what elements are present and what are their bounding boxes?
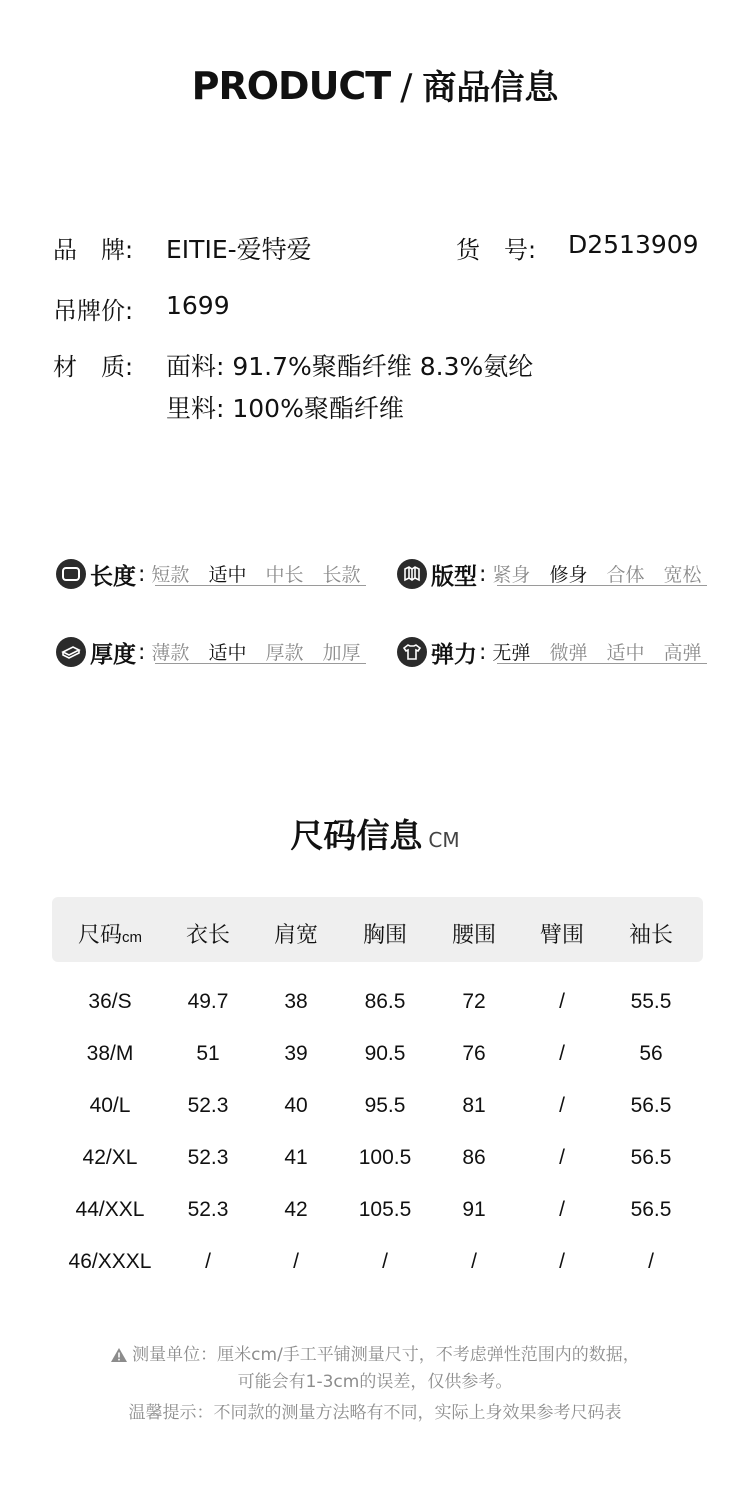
option: 适中	[606, 641, 645, 664]
length-icon	[56, 559, 86, 589]
attribute-label: 长度	[90, 563, 136, 590]
option: 宽松	[663, 563, 702, 586]
note-measurement: 测量单位：厘米cm/手工平铺测量尺寸，不考虑弹性范围内的数据，	[132, 1345, 640, 1365]
size-label-cell: 42/XL	[82, 1146, 138, 1169]
price-label: 吊牌价:	[53, 297, 134, 325]
size-value-cell: /	[648, 1250, 654, 1273]
attribute-elasticity: 弹力 : 无弹 微弹 适中 高弹	[397, 634, 701, 670]
size-value-cell: 52.3	[187, 1198, 229, 1221]
title-separator: /	[400, 67, 413, 108]
option: 中长	[265, 563, 304, 586]
option: 合体	[606, 563, 645, 586]
size-value-cell: 52.3	[187, 1146, 229, 1169]
page-header	[0, 60, 750, 109]
option-selected: 适中	[208, 563, 247, 586]
size-table-header-cell: 胸围	[362, 922, 408, 947]
size-value-cell: /	[559, 1094, 565, 1117]
size-value-cell: 95.5	[364, 1094, 406, 1117]
attribute-length: 长度 : 短款 适中 中长 长款	[56, 556, 379, 592]
fit-icon	[397, 559, 427, 589]
price-value: 1699	[166, 291, 230, 320]
size-unit: CM	[428, 828, 460, 852]
size-value-cell: 40	[284, 1094, 308, 1117]
option: 薄款	[151, 641, 190, 664]
size-table-header-cell: 袖长	[628, 922, 674, 947]
option: 短款	[151, 563, 190, 586]
material-label: 材 质:	[53, 353, 134, 381]
size-value-cell: 76	[462, 1042, 486, 1065]
size-table-header-cell: 尺码cm	[77, 922, 143, 947]
size-value-cell: /	[205, 1250, 211, 1273]
option-selected: 适中	[208, 641, 247, 664]
material-lining: 里料: 100%聚酯纤维	[166, 394, 404, 423]
size-value-cell: 100.5	[358, 1146, 412, 1169]
size-title: 尺码信息	[290, 816, 423, 855]
size-value-cell: /	[471, 1250, 477, 1273]
size-value-cell: 41	[284, 1146, 308, 1169]
option-selected: 修身	[549, 563, 588, 586]
size-value-cell: /	[559, 1042, 565, 1065]
option: 厚款	[265, 641, 304, 664]
size-label-cell: 44/XXL	[75, 1198, 145, 1221]
sku-label: 货 号:	[456, 236, 537, 264]
attribute-label: 弹力	[431, 641, 477, 668]
material-outer: 面料: 91.7%聚酯纤维 8.3%氨纶	[166, 352, 534, 381]
option-selected: 无弹	[492, 641, 531, 664]
attribute-label: 厚度	[90, 641, 136, 668]
size-value-cell: 56.5	[630, 1146, 672, 1169]
attribute-fit: 版型 : 紧身 修身 合体 宽松	[397, 556, 701, 592]
size-value-cell: 81	[462, 1094, 486, 1117]
size-value-cell: 90.5	[364, 1042, 406, 1065]
size-value-cell: 56.5	[630, 1094, 672, 1117]
attribute-label: 版型	[431, 563, 477, 590]
size-value-cell: 56.5	[630, 1198, 672, 1221]
size-value-cell: /	[559, 990, 565, 1013]
size-value-cell: /	[559, 1198, 565, 1221]
size-table-header-cell: 臂围	[539, 922, 585, 947]
size-value-cell: 105.5	[358, 1198, 412, 1221]
size-value-cell: 55.5	[630, 990, 672, 1013]
size-table-header-cell: 衣长	[185, 922, 231, 947]
size-value-cell: 39	[284, 1042, 308, 1065]
size-value-cell: /	[382, 1250, 388, 1273]
size-value-cell: 86	[462, 1146, 486, 1169]
option: 高弹	[663, 641, 702, 664]
attribute-divider	[155, 585, 366, 586]
size-value-cell: /	[293, 1250, 299, 1273]
note-line-3: 温馨提示：不同款的测量方法略有不同，实际上身效果参考尺码表	[128, 1403, 622, 1423]
option: 加厚	[322, 641, 361, 664]
note-line-2: 可能会有1-3cm的误差，仅供参考。	[237, 1372, 513, 1392]
attribute-divider	[497, 585, 707, 586]
size-section-title	[0, 810, 750, 857]
title-english: PRODUCT	[191, 64, 391, 108]
size-value-cell: 52.3	[187, 1094, 229, 1117]
size-value-cell: 56	[639, 1042, 663, 1065]
attribute-divider	[155, 663, 366, 664]
size-table-header-cell: 腰围	[451, 922, 497, 947]
size-value-cell: /	[559, 1146, 565, 1169]
size-value-cell: /	[559, 1250, 565, 1273]
size-value-cell: 91	[462, 1198, 486, 1221]
option: 微弹	[549, 641, 588, 664]
attribute-thickness: 厚度 : 薄款 适中 厚款 加厚	[56, 634, 379, 670]
elasticity-icon	[397, 637, 427, 667]
size-value-cell: 49.7	[187, 990, 229, 1013]
size-label-cell: 40/L	[89, 1094, 131, 1117]
brand-label: 品 牌:	[53, 236, 134, 264]
size-value-cell: 86.5	[364, 990, 406, 1013]
size-value-cell: 38	[284, 990, 308, 1013]
size-table-header-cell: 肩宽	[273, 922, 319, 947]
size-value-cell: 51	[196, 1042, 220, 1065]
title-chinese: 商品信息	[422, 68, 559, 108]
sku-value: D2513909	[568, 230, 699, 259]
attribute-divider	[497, 663, 707, 664]
option: 长款	[322, 563, 361, 586]
warning-icon	[110, 1347, 128, 1368]
note-line-1	[0, 1340, 750, 1368]
brand-value: EITIE-爱特爱	[166, 235, 312, 264]
size-label-cell: 46/XXXL	[68, 1250, 152, 1273]
thickness-icon	[56, 637, 86, 667]
size-value-cell: 72	[462, 990, 486, 1013]
option: 紧身	[492, 563, 531, 586]
size-value-cell: 42	[284, 1198, 308, 1221]
size-label-cell: 36/S	[88, 990, 132, 1013]
size-label-cell: 38/M	[86, 1042, 134, 1065]
